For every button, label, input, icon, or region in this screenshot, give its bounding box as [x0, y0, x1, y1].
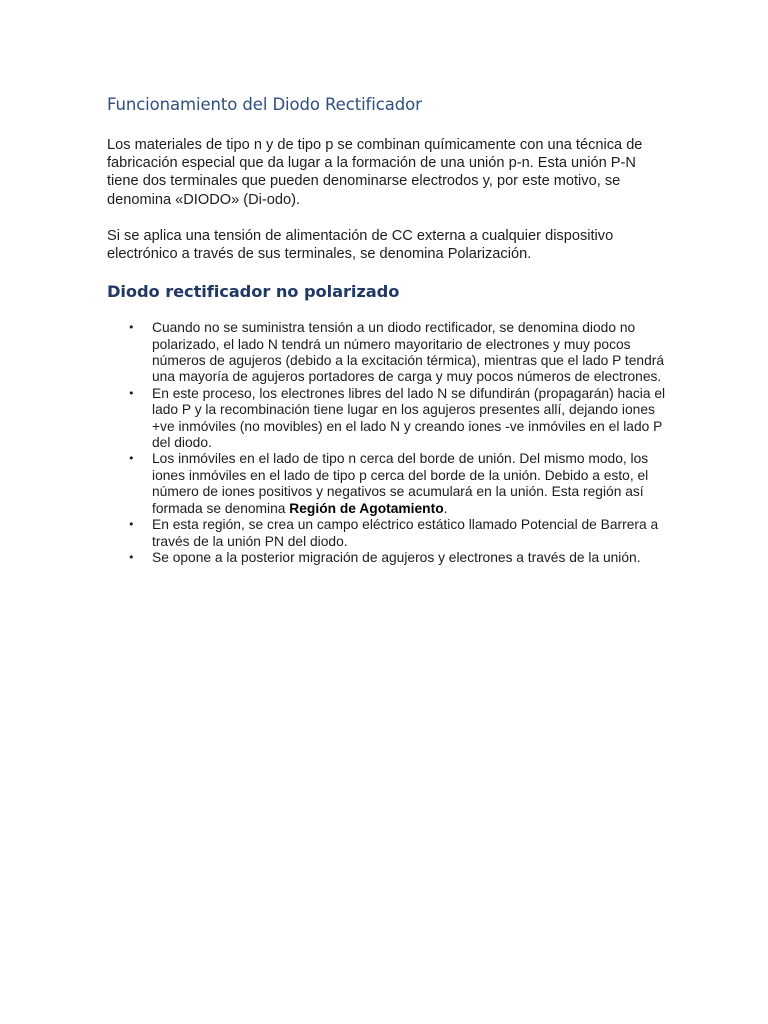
- list-item: [83, 386, 673, 452]
- list-item: [83, 451, 673, 517]
- list-item-text-end: .: [443, 500, 448, 516]
- list-item: [83, 320, 673, 386]
- list-item-text: Cuando no se suministra tensión a un diodo rectificador, se denomina diodo no polarizado, el lado N tendrá un número mayoritario de electrones y muy pocos números de agujeros (debido a la excitación térmica), mientras que el lado P tendrá una mayoría de agujeros portadores de carga y muy pocos números de electrones.: [152, 320, 665, 385]
- paragraph-polarization: Si se aplica una tensión de alimentación de CC externa a cualquier dispositivo electrónico a través de sus terminales, se denomina Polarización.: [107, 227, 614, 263]
- depletion-region-term: Región de Agotamiento: [289, 500, 444, 516]
- bullet-icon: •: [128, 386, 135, 400]
- bullet-icon: •: [128, 518, 135, 532]
- list-item-text: Se opone a la posterior migración de agujeros y electrones a través de la unión.: [152, 549, 641, 565]
- document-title: Funcionamiento del Diodo Rectificador: [107, 95, 422, 114]
- section-heading: Diodo rectificador no polarizado: [107, 282, 400, 302]
- list-item-text: En esta región, se crea un campo eléctrico estático llamado Potencial de Barrera a través de la unión PN del diodo.: [152, 517, 659, 549]
- bullet-icon: •: [128, 550, 135, 564]
- list-item-text: Los inmóviles en el lado de tipo n cerca del borde de unión. Del mismo modo, los iones inmóviles en el lado de tipo p cerca del borde de la unión. Debido a esto, el número de iones positivos y negativos se acumulará en la unión. Esta región así formada se denomina: [152, 451, 649, 516]
- list-item-text: En este proceso, los electrones libres del lado N se difundirán (propagarán) hacia el lado P y la recombinación tiene lugar en los agujeros presentes allí, dejando iones +ve inmóviles (no movibles) en el lado N y creando iones -ve inmóviles en el lado P del diodo.: [152, 385, 666, 451]
- bullet-list: [83, 320, 673, 566]
- bullet-icon: •: [128, 452, 135, 466]
- paragraph-intro: Los materiales de tipo n y de tipo p se combinan químicamente con una técnica de fabricación especial que da lugar a la formación de una unión p-n. Esta unión P-N tiene dos terminales que pueden denominarse electrodos y, por este motivo, se denomina «DIODO» (Di-odo).: [107, 137, 643, 208]
- document-body: [107, 93, 667, 566]
- list-item: [83, 517, 673, 550]
- list-item: [83, 550, 673, 566]
- bullet-icon: •: [128, 321, 135, 335]
